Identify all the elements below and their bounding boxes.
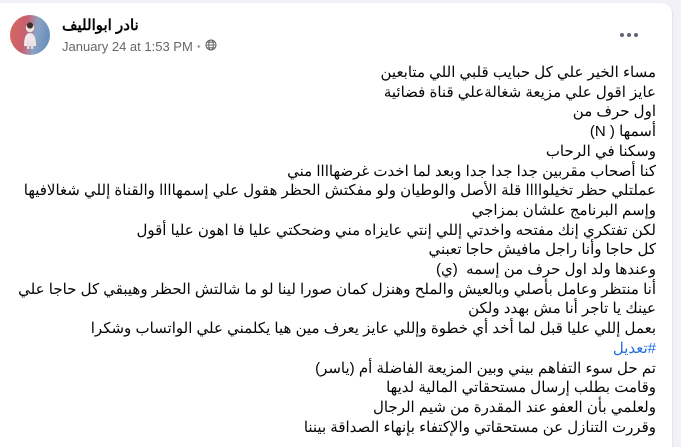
post-line: مساء الخير علي كل حبايب قلبي اللي متابعين — [380, 64, 656, 81]
post-header — [0, 3, 672, 55]
dot-separator: · — [196, 38, 202, 54]
person-silhouette-icon — [10, 15, 50, 55]
hashtag-line — [4, 339, 656, 359]
post-line: لكن تفتكري إنك مفتحه واخدتي إللي إنتي عايزاه مني وضحكتي عليا فا اهون عليا أقول — [136, 221, 656, 239]
profile-avatar[interactable] — [10, 15, 50, 55]
post-line: كل حاجا وأنا راجل مافيش حاجا تعبني — [428, 241, 656, 259]
post-line: اول حرف من — [572, 103, 656, 121]
post-line: بعمل إللي عليا قبل لما أخد أي خطوة وإللي عايز يعرف مين هيا يكلمني علي الواتساب وشكرا — [90, 320, 656, 338]
timestamp-link[interactable]: January 24 at 1:53 PM — [62, 38, 193, 54]
post-card — [0, 3, 672, 447]
post-line: وقامت بطلب إرسال مستحقاتي المالية لديها — [386, 379, 656, 397]
header-meta — [62, 15, 217, 55]
post-body — [0, 55, 672, 437]
dot-1 — [620, 33, 624, 37]
post-line: أسمها ( N) — [589, 123, 656, 141]
post-line: عملتلي حظر تخيلواااا قلة الأصل والوطيان ولو مفكتش الحظر هقول علي إسمهاااا والقناة إللي شغالافيها — [23, 182, 656, 200]
post-line: وعندها ولد اول حرف من إسمه (ي) — [436, 261, 656, 279]
post-line: تم حل سوء التفاهم بيني وبين المزيعة الفاضلة أم (ياسر) — [315, 359, 656, 377]
post-line: وإسم البرنامج علشان بمزاجي — [471, 201, 656, 219]
more-options-button[interactable] — [613, 24, 645, 46]
timestamp-row — [62, 37, 217, 55]
post-line: وسكنا في الرحاب — [545, 142, 656, 160]
author-name-link[interactable]: نادر ابوالليف — [62, 17, 139, 34]
post-line: كنا أصحاب مقربين جدا جدا جدا وبعد لما اخدت غرضهاااا مني — [287, 162, 656, 180]
post-line: وقررت التنازل عن مستحقاتي والإكتفاء بإنهاء الصداقة بيننا — [303, 418, 656, 436]
post-line: عايز اقول علي مزيعة شغالةعلي قناة فضائية — [383, 83, 656, 101]
post-line: أنا منتظر وعامل بأصلي وبالعيش والملح وهنزل كمان صورا لينا لو ما شالتش الحظر وهيبقي كل حاجا علي — [18, 280, 656, 298]
dot-3 — [634, 33, 638, 37]
post-line: ولعلمي بأن العفو عند المقدرة من شيم الرجال — [372, 398, 656, 416]
hashtag-link[interactable]: #تعديل — [612, 339, 656, 357]
post-lines-before — [4, 63, 656, 339]
globe-privacy-icon — [205, 38, 217, 55]
dot-2 — [627, 33, 631, 37]
post-line: عينك يا تاجر أنا مش بهدد ولكن — [468, 300, 656, 318]
post-lines-after — [4, 359, 656, 438]
